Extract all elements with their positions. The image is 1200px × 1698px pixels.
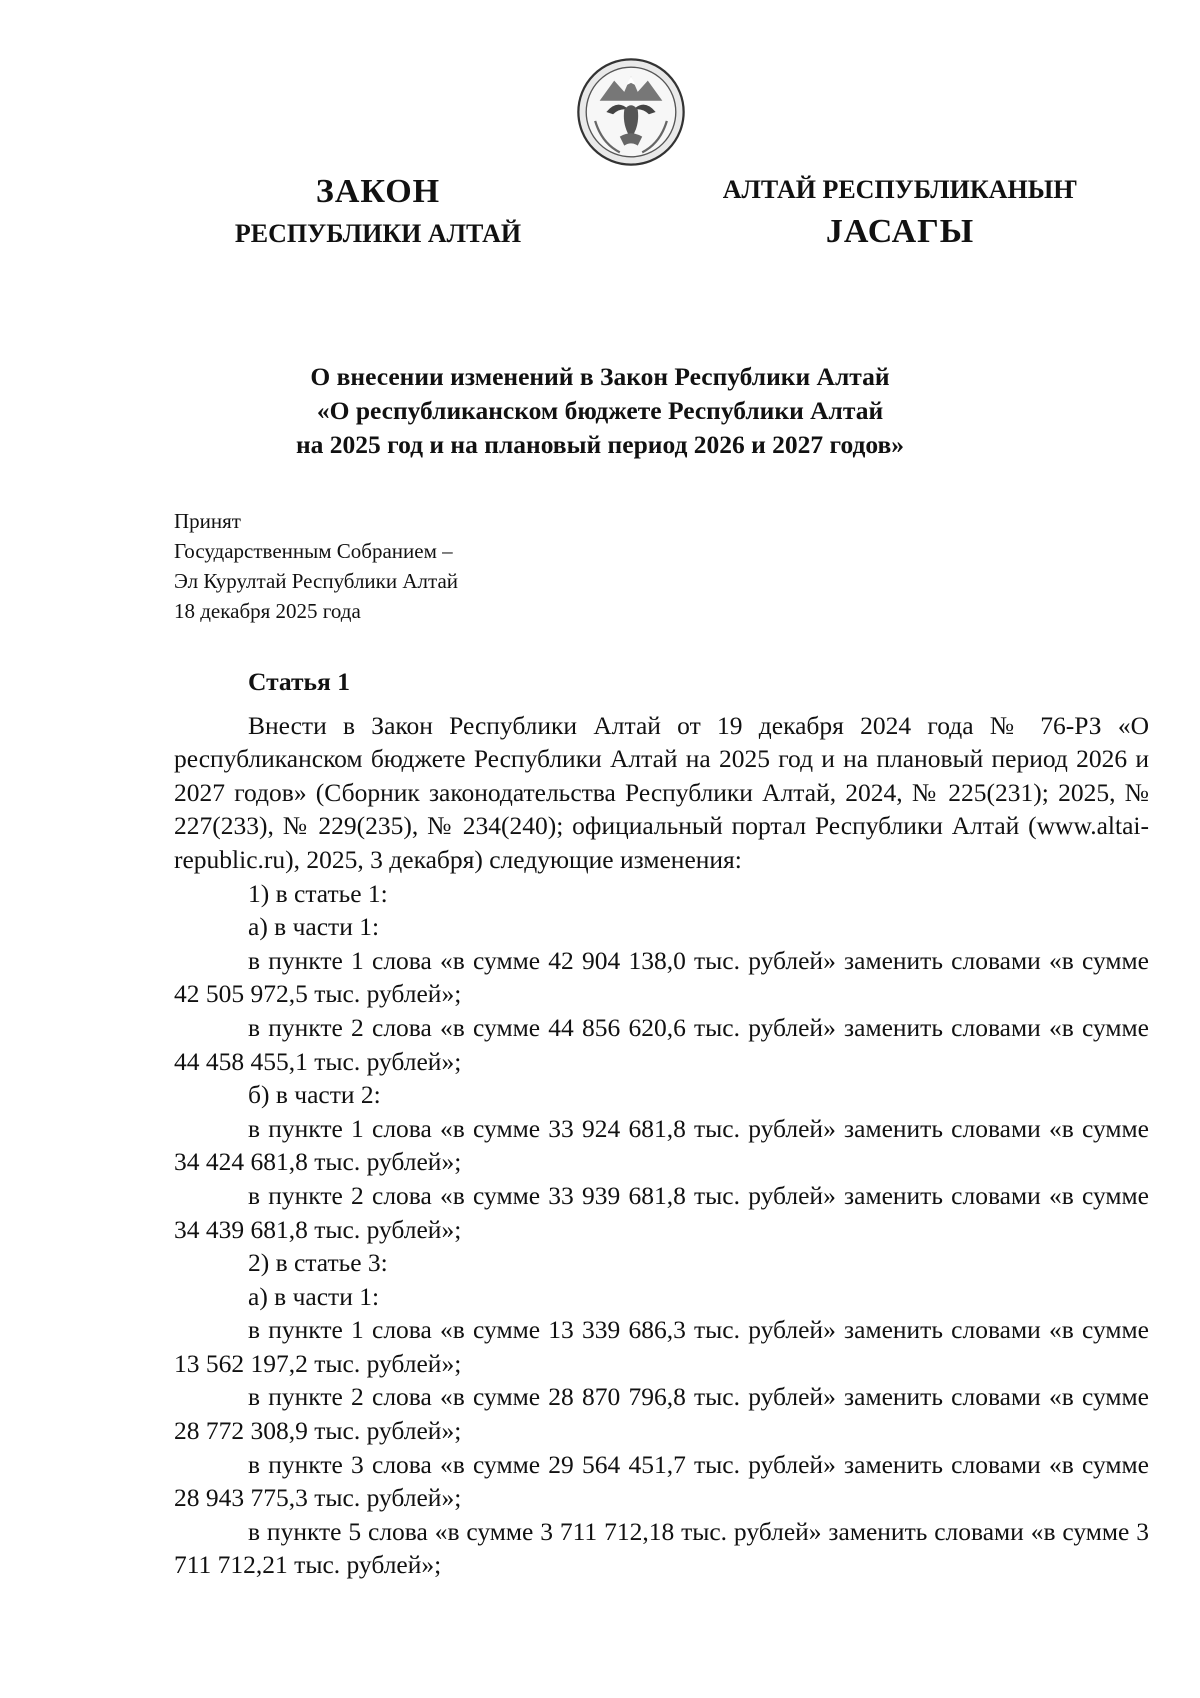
clause-1b-2: в пункте 2 слова «в сумме 33 939 681,8 тыс. рублей» заменить словами «в сумме 34 439 681,8 тыс. рублей»; [174,1180,1149,1244]
law-title-ru: ЗАКОН [315,173,441,210]
republic-name-ru: РЕСПУБЛИКИ АЛТАЙ [234,219,522,248]
adopted-line-1: Принят [174,509,241,533]
item-1a: а) в части 1: [248,912,380,942]
clause-1b-1: в пункте 1 слова «в сумме 33 924 681,8 тыс. рублей» заменить словами «в сумме 34 424 681,8 тыс. рублей»; [174,1113,1149,1177]
item-2a: а) в части 1: [248,1281,380,1311]
item-1: 1) в статье 1: [248,878,388,908]
clause-1a-2: в пункте 2 слова «в сумме 44 856 620,6 тыс. рублей» заменить словами «в сумме 44 458 455,1 тыс. рублей»; [174,1012,1149,1076]
republic-name-alt: АЛТАЙ РЕСПУБЛИКАНЫҤ [722,175,1078,204]
clause-2a-2: в пункте 2 слова «в сумме 28 870 796,8 тыс. рублей» заменить словами «в сумме 28 772 308,9 тыс. рублей»; [174,1382,1149,1446]
item-1b: б) в части 2: [248,1080,381,1110]
item-2: 2) в статье 3: [248,1248,388,1278]
clause-1a-1: в пункте 1 слова «в сумме 42 904 138,0 тыс. рублей» заменить словами «в сумме 42 505 972,5 тыс. рублей»; [174,945,1149,1009]
article-body [174,665,1149,1582]
adoption-date: 18 декабря 2025 года [174,599,361,623]
title-line-2: «О республиканском бюджете Республики Алтай [316,396,884,425]
article-intro: Внести в Закон Республики Алтай от 19 декабря 2024 года № 76-РЗ «О республиканском бюджете Республики Алтай на 2025 год и на плановый период 2026 и 2027 годов» (Сборник законодательства Республики Алтай, 2024, № 225(231); 2025, № 227(233), № 229(235), № 234(240); официальный портал Республики Алтай (www.altai-republic.ru), 2025, 3 декабря) следующие изменения: [174,710,1149,874]
title-line-1: О внесении изменений в Закон Республики Алтай [310,362,890,391]
header-left [178,170,578,254]
adopted-line-2: Государственным Собранием – [174,539,453,563]
title-line-3: на 2025 год и на плановый период 2026 и 2027 годов» [295,430,905,459]
law-title-alt: JАСАГЫ [825,213,975,250]
adopted-line-3: Эл Курултай Республики Алтай [174,569,459,593]
article-heading: Статья 1 [248,667,350,696]
clause-2a-3: в пункте 3 слова «в сумме 29 564 451,7 тыс. рублей» заменить словами «в сумме 28 943 775,3 тыс. рублей»; [174,1449,1149,1513]
clause-2a-5: в пункте 5 слова «в сумме 3 711 712,18 тыс. рублей» заменить словами «в сумме 3 711 712,21 тыс. рублей»; [174,1516,1149,1580]
header-right [690,170,1110,254]
clause-2a-1: в пункте 1 слова «в сумме 13 339 686,3 тыс. рублей» заменить словами «в сумме 13 562 197,2 тыс. рублей»; [174,1315,1149,1378]
coat-of-arms-icon [575,56,687,168]
adoption-info [174,506,458,626]
document-title [160,360,1040,462]
